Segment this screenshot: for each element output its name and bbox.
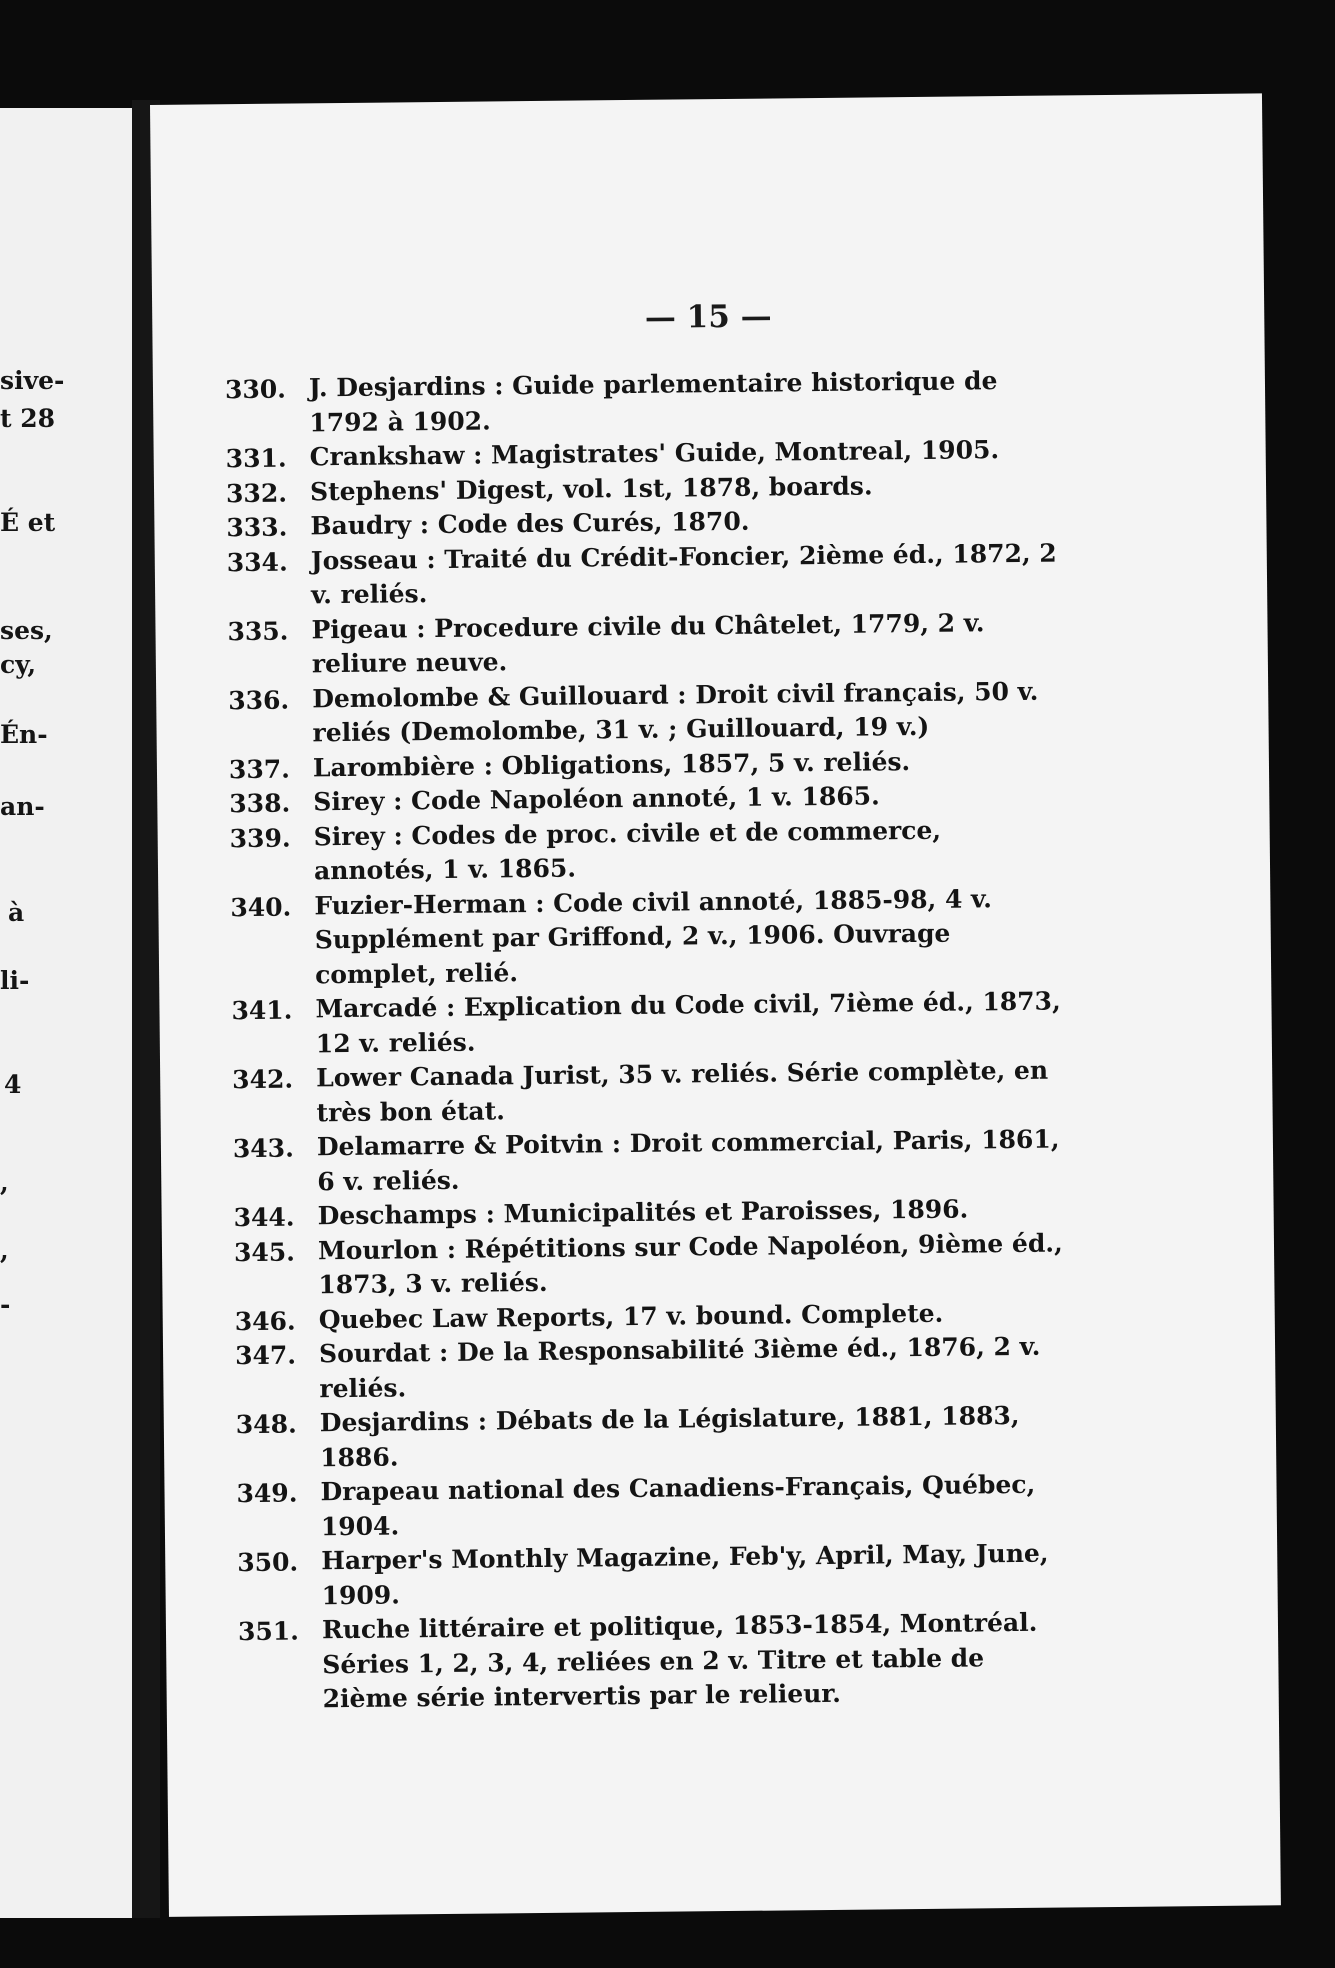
catalogue-entry: [237, 1536, 1068, 1614]
entry-text: Larombière : Obligations, 1857, 5 v. reliés.: [312, 746, 911, 782]
left-page-fragment: -: [0, 1290, 11, 1319]
entry-number: 342.: [232, 1064, 294, 1095]
catalogue-entry: [227, 605, 1058, 683]
catalogue-entry: [225, 364, 1056, 442]
entry-text: Deschamps : Municipalités et Paroisses, 1896.: [317, 1194, 969, 1231]
catalogue-entry: [236, 1398, 1067, 1476]
entry-text: Desjardins : Débats de la Législature, 1881, 1883, 1886.: [319, 1400, 1020, 1472]
entry-text: Drapeau national des Canadiens-Français, Québec, 1904.: [320, 1469, 1036, 1541]
entry-number: 351.: [237, 1616, 300, 1647]
entry-number: 340.: [230, 892, 292, 922]
left-page-fragment: li-: [0, 966, 30, 995]
left-page-fragment: ,: [0, 1168, 9, 1197]
entry-list: [225, 364, 1069, 1718]
entry-number: 341.: [231, 995, 293, 1026]
entry-number: 349.: [236, 1478, 298, 1509]
entry-text: Sirey : Code Napoléon annoté, 1 v. 1865.: [313, 781, 880, 817]
entry-text: Pigeau : Procedure civile du Châtelet, 1779, 2 v. reliure neuve.: [311, 607, 985, 679]
entry-number: 330.: [224, 374, 287, 405]
catalogue-entry: [236, 1467, 1067, 1545]
entry-number: 348.: [235, 1409, 297, 1440]
entry-number: 338.: [229, 788, 291, 819]
left-page-fragment: ses,: [0, 616, 53, 645]
entry-text: Mourlon : Répétitions sur Code Napoléon, 9ième éd., 1873, 3 v. reliés.: [317, 1228, 1063, 1300]
left-page-fragment: t 28: [0, 404, 56, 433]
entry-text: Harper's Monthly Magazine, Feb'y, April, May, June, 1909.: [321, 1538, 1049, 1610]
entry-text: Delamarre & Poitvin : Droit commercial, Paris, 1861, 6 v. reliés.: [316, 1124, 1060, 1196]
catalogue-entry: [229, 812, 1060, 890]
entry-number: 347.: [234, 1340, 297, 1371]
left-page-fragment: à: [8, 898, 25, 927]
catalogue-page: [150, 93, 1281, 1917]
entry-text: Lower Canada Jurist, 35 v. reliés. Série complète, en très bon état.: [316, 1055, 1049, 1127]
entry-number: 339.: [229, 823, 291, 853]
left-page-fragment: 4: [4, 1070, 22, 1099]
entry-text: Stephens' Digest, vol. 1st, 1878, boards.: [309, 470, 873, 506]
entry-number: 331.: [225, 443, 287, 474]
entry-number: 344.: [233, 1202, 295, 1233]
catalogue-entry: [227, 536, 1058, 614]
left-page-fragment: cy,: [0, 650, 37, 679]
entry-text: Marcadé : Explication du Code civil, 7ième éd., 1873, 12 v. reliés.: [315, 986, 1061, 1058]
catalogue-entry: [232, 1054, 1063, 1132]
entry-text: Sirey : Codes de proc. civile et de commerce, annotés, 1 v. 1865.: [313, 815, 942, 886]
entry-number: 337.: [228, 754, 290, 784]
catalogue-entry: [235, 1329, 1066, 1407]
left-page-fragment: Én-: [0, 720, 48, 749]
entry-text: Baudry : Code des Curés, 1870.: [310, 506, 750, 541]
entry-text: Crankshaw : Magistrates' Guide, Montreal, 1905.: [309, 435, 1000, 472]
entry-number: 343.: [232, 1133, 294, 1164]
catalogue-entry: [231, 985, 1062, 1063]
left-page-fragment: É et: [0, 508, 56, 537]
catalogue-entry: [238, 1605, 1069, 1717]
entry-number: 333.: [226, 512, 288, 543]
entry-number: 332.: [225, 478, 288, 508]
entry-number: 346.: [234, 1306, 296, 1336]
entry-text: Fuzier-Herman : Code civil annoté, 1885-98, 4 v. Supplément par Griffond, 2 v., 1906. Ouvrage complet, relié.: [314, 883, 992, 989]
left-page-sliver: [0, 108, 132, 1918]
entry-number: 334.: [226, 547, 288, 577]
entry-text: J. Desjardins : Guide parlementaire historique de 1792 à 1902.: [308, 366, 998, 437]
entry-text: Ruche littéraire et politique, 1853-1854, Montréal. Séries 1, 2, 3, 4, reliées en 2 v. Titre et table de 2ième série intervertis par le relieur.: [321, 1607, 1038, 1714]
catalogue-entry: [228, 674, 1059, 752]
entry-text: Demolombe & Guillouard : Droit civil français, 50 v. reliés (Demolombe, 31 v. ; Guillouard, 19 v.): [312, 676, 1039, 748]
entry-text: Sourdat : De la Responsabilité 3ième éd., 1876, 2 v. reliés.: [318, 1331, 1041, 1403]
page-number: — 15 —: [644, 298, 772, 336]
entry-number: 345.: [233, 1237, 296, 1267]
catalogue-entry: [230, 881, 1061, 993]
entry-text: Quebec Law Reports, 17 v. bound. Complete.: [318, 1298, 944, 1334]
entry-number: 335.: [227, 616, 289, 646]
left-page-fragment: an-: [0, 792, 45, 821]
left-page-fragment: ,: [0, 1236, 9, 1265]
catalogue-entry: [234, 1226, 1065, 1304]
catalogue-entry: [233, 1122, 1064, 1200]
left-page-fragment: sive-: [0, 366, 65, 395]
entry-number: 336.: [228, 685, 290, 715]
entry-number: 350.: [237, 1547, 299, 1578]
entry-text: Josseau : Traité du Crédit-Foncier, 2ième éd., 1872, 2 v. reliés.: [310, 538, 1057, 610]
